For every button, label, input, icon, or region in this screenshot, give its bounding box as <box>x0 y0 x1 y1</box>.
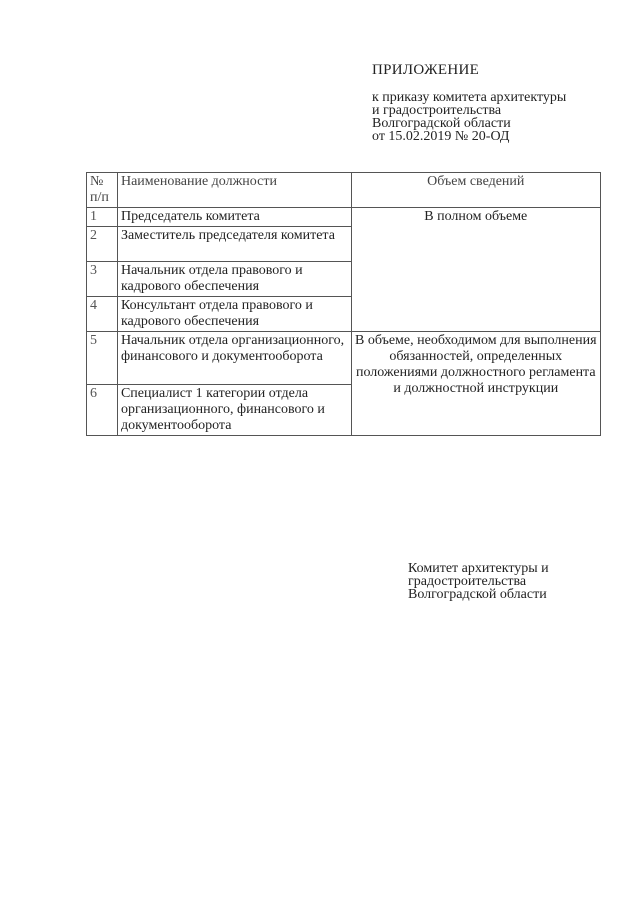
table-row <box>87 208 601 227</box>
row-number: 6 <box>87 385 118 436</box>
position-name: Консультант отдела правового и кадрового обеспечения <box>117 297 351 332</box>
volume-partial-cell: В объеме, необходимом для выполнения обязанностей, определенных положениями должностного регламента и должностной инструкции <box>351 332 600 436</box>
position-name: Начальник отдела правового и кадрового обеспечения <box>117 262 351 297</box>
row-number: 5 <box>87 332 118 385</box>
header-line-4: от 15.02.2019 № 20-ОД <box>372 129 510 144</box>
signature-block <box>408 562 608 601</box>
signature-line-2: градостроительства <box>408 574 527 589</box>
position-name: Специалист 1 категории отдела организационного, финансового и документооборота <box>117 385 351 436</box>
column-header-number <box>87 173 118 208</box>
volume-full-cell: В полном объеме <box>351 208 600 332</box>
column-header-number-line2: п/п <box>90 190 109 205</box>
row-number: 3 <box>87 262 118 297</box>
column-header-name: Наименование должности <box>117 173 351 208</box>
position-name: Председатель комитета <box>117 208 351 227</box>
appendix-title: ПРИЛОЖЕНИЕ <box>372 62 480 78</box>
row-number: 1 <box>87 208 118 227</box>
column-header-number-line1: № <box>90 174 104 189</box>
signature-line-1: Комитет архитектуры и <box>408 561 549 576</box>
header-line-1: к приказу комитета архитектуры <box>372 90 567 105</box>
appendix-header <box>372 62 622 143</box>
table-header-row <box>87 173 601 208</box>
header-line-2: и градостроительства <box>372 103 502 118</box>
position-name: Заместитель председателя комитета <box>117 227 351 262</box>
table-row <box>87 332 601 385</box>
positions-table <box>86 172 601 436</box>
row-number: 2 <box>87 227 118 262</box>
header-line-3: Волгоградской области <box>372 116 511 131</box>
signature-line-3: Волгоградской области <box>408 587 547 602</box>
column-header-volume: Объем сведений <box>351 173 600 208</box>
position-name: Начальник отдела организационного, финансового и документооборота <box>117 332 351 385</box>
row-number: 4 <box>87 297 118 332</box>
